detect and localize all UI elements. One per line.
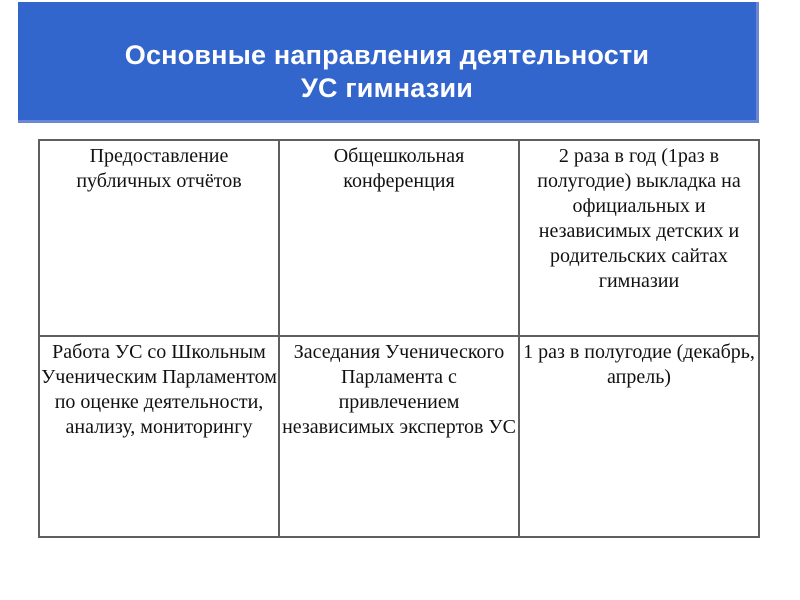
table-cell-school-conference: Общешкольная конференция xyxy=(279,140,519,336)
title-banner xyxy=(18,2,759,123)
table-cell-public-reports: Предоставление публичных отчётов xyxy=(39,140,279,336)
activities-table-container xyxy=(38,139,760,536)
slide-title-line-2: УС гимназии xyxy=(300,73,474,103)
activities-table xyxy=(38,139,760,538)
table-cell-parliament-work: Работа УС со Школьным Ученическим Парламентом по оценке деятельности, анализу, мониторингу xyxy=(39,336,279,537)
table-cell-once-per-halfyear: 1 раз в полугодие (декабрь, апрель) xyxy=(519,336,759,537)
table-row xyxy=(39,140,759,336)
table-cell-twice-a-year: 2 раза в год (1раз в полугодие) выкладка на официальных и независимых детских и родительских сайтах гимназии xyxy=(519,140,759,336)
table-cell-parliament-sessions: Заседания Ученического Парламента с привлечением независимых экспертов УС xyxy=(279,336,519,537)
table-row xyxy=(39,336,759,537)
slide-title-line-1: Основные направления деятельности xyxy=(124,40,650,70)
